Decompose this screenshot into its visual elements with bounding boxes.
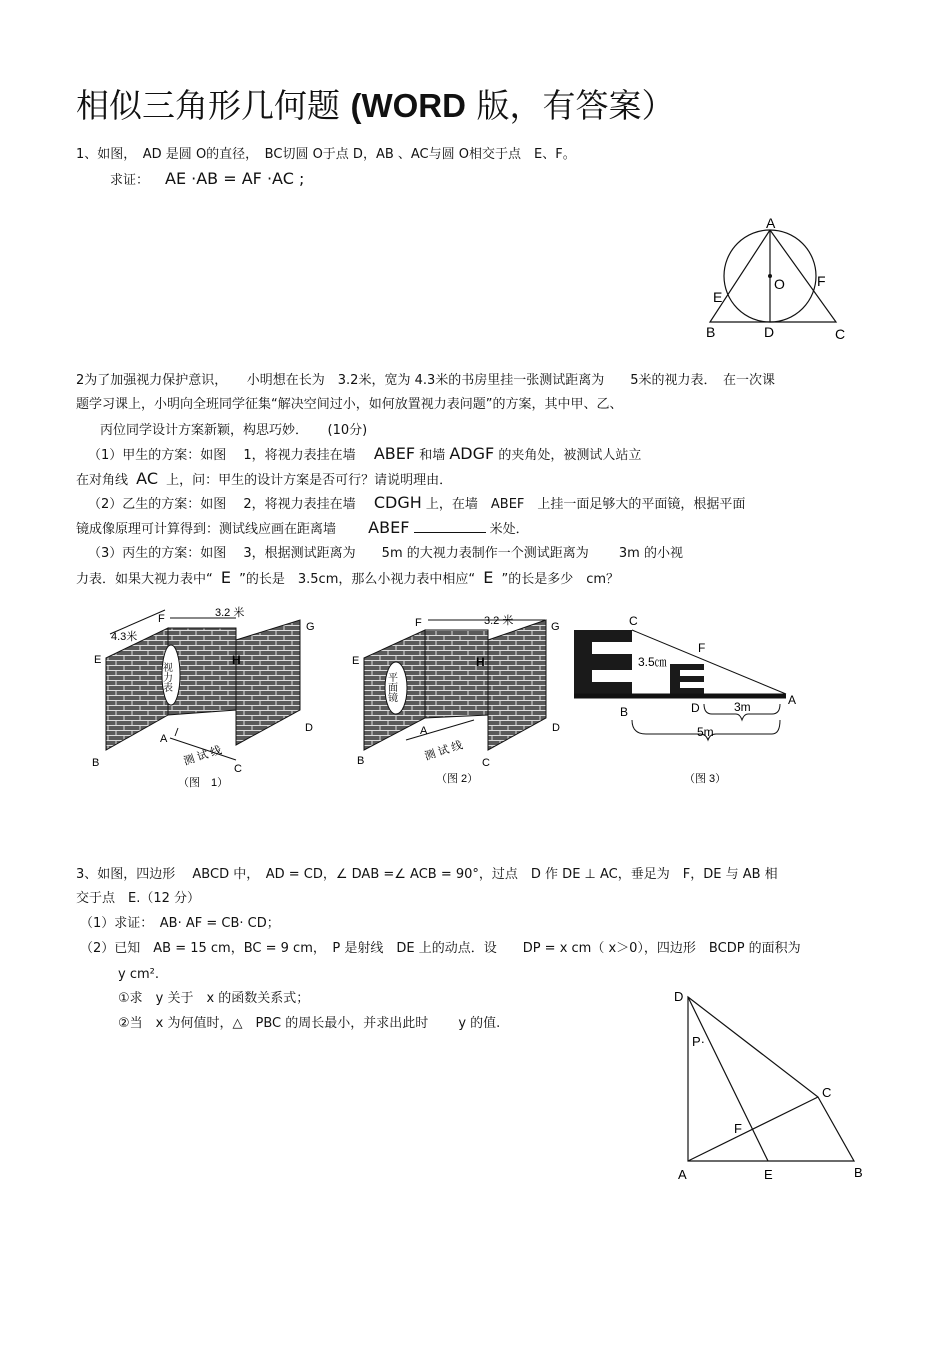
title-text-2: 版，有答案） <box>476 86 675 125</box>
q2-part3-line2 <box>76 569 619 589</box>
fig2-h: H <box>476 655 485 669</box>
fig2-test-label: 测 试 线 <box>423 739 465 763</box>
eye-chart-label: 视力表 <box>160 662 172 692</box>
fig2-c: C <box>482 757 490 769</box>
big-e-block <box>574 630 632 694</box>
q2-figures <box>0 600 950 800</box>
label-c: C <box>835 326 846 342</box>
fig3-c: C <box>629 614 638 628</box>
fig1-b: B <box>92 757 100 769</box>
fig2-b: B <box>357 755 365 767</box>
fig3-3m: 3m <box>734 700 751 714</box>
q2-p1-end: 的夹角处，被测试人站立 <box>498 448 642 463</box>
wall-cdgh <box>236 620 300 745</box>
wall-abef <box>106 628 168 750</box>
fig2-f: F <box>415 617 422 629</box>
label-c: C <box>822 1085 832 1100</box>
q2-p3b-e1: E <box>220 568 231 587</box>
center-point <box>768 274 772 278</box>
q3-figure <box>670 985 880 1185</box>
fig1-h: H <box>232 653 241 667</box>
label-b: B <box>706 324 716 340</box>
fig3-5m: 5m <box>697 725 714 739</box>
label-e: E <box>713 289 723 305</box>
q2-p1-abef: ABEF <box>373 444 416 463</box>
q2-p3b-pre: 力表．如果大视力表中“ <box>76 572 213 587</box>
q3-part2-line1: （2）已知 AB = 15 cm，BC = 9 cm， P 是射线 DE 上的动点．设 DP = x cm（ x＞0），四边形 BCDP 的面积为 <box>80 941 801 956</box>
q2-p1-text: （1）甲生的方案：如图 1，将视力表挂在墙 <box>88 448 356 463</box>
q2-p2a-post: 上，在墙 ABEF 上挂一面足够大的平面镜，根据平面 <box>425 497 746 512</box>
figure-3 <box>574 614 796 785</box>
label-f: F <box>734 1121 742 1136</box>
q1-statement: 1、如图， AD 是圆 O的直径， BC切圆 O于点 D，AB 、AC与圆 O相交于点 E、F。 <box>76 147 576 162</box>
q3-item1: ①求 y 关于 x 的函数关系式； <box>118 991 310 1006</box>
q2-part2-line1 <box>88 494 745 514</box>
title-word: (WORD <box>350 87 466 124</box>
q2-line1: 2为了加强视力保护意识， 小明想在长为 3.2米，宽为 4.3米的书房里挂一张测试距离为 5米的视力表． 在一次课 <box>76 373 776 388</box>
line-de <box>688 997 768 1161</box>
fig2-d: D <box>552 722 560 734</box>
q2-p1-adgf: ADGF <box>449 444 495 463</box>
mirror-label: 平面镜 <box>385 672 397 702</box>
q2-part2-line2 <box>76 519 529 539</box>
q2-p2b-post: 米处． <box>489 522 529 537</box>
fig3-b: B <box>620 705 629 719</box>
fig1-g: G <box>306 621 315 633</box>
q2-p2a-pre: （2）乙生的方案：如图 2，将视力表挂在墙 <box>88 497 356 512</box>
label-f: F <box>817 273 826 289</box>
small-e-gap-1 <box>680 670 704 676</box>
fig3-d: D <box>691 701 700 715</box>
q2-p3b-post: ”的长是多少 cm？ <box>501 572 620 587</box>
q3-line2: 交于点 E.（12 分） <box>76 891 201 906</box>
figure-1 <box>92 605 315 789</box>
q2-line2: 题学习课上，小明向全班同学征集“解决空间过小，如何放置视力表问题”的方案，其中甲、乙、 <box>76 397 623 412</box>
fig3-height: 3.5㎝ <box>638 655 667 669</box>
fig2-g: G <box>551 621 560 633</box>
fig3-f: F <box>698 641 706 655</box>
q2-p1b-pre: 在对角线 <box>76 473 129 488</box>
label-b: B <box>854 1165 863 1180</box>
page-title <box>76 84 674 128</box>
quad-abcd <box>688 997 854 1161</box>
q2-line3: 丙位同学设计方案新颖，构思巧妙． (10分) <box>100 423 368 438</box>
fig1-a: A <box>160 733 168 745</box>
q3-line1: 3、如图，四边形 ABCD 中， AD = CD，∠ DAB =∠ ACB = 90°，过点 D 作 DE ⊥ AC，垂足为 F，DE 与 AB 相 <box>76 867 778 882</box>
label-e: E <box>764 1167 773 1182</box>
label-d: D <box>674 989 684 1004</box>
q1-prove-label: 求证： <box>110 173 150 188</box>
fig1-test-label: 测 试 线 <box>182 744 224 768</box>
q1-circle-figure <box>700 212 860 344</box>
dim-43-label: 4.3米 <box>111 631 138 643</box>
wall-cdgh-2 <box>488 620 546 750</box>
q2-p2b-abef: ABEF <box>368 518 410 537</box>
big-e-gap-2 <box>592 670 632 682</box>
fig2-e: E <box>352 655 360 667</box>
q2-p2a-cdgh: CDGH <box>373 493 422 512</box>
q3-item2: ②当 x 为何值时，△ PBC 的周长最小，并求出此时 y 的值. <box>118 1016 501 1031</box>
dim-32-label: 3.2 米 <box>215 607 245 619</box>
label-p: P· <box>692 1034 705 1049</box>
arrow-a <box>175 728 178 736</box>
fig1-c: C <box>234 763 242 775</box>
q3-part1: （1）求证： AB· AF = CB· CD； <box>80 916 280 931</box>
q1-formula: AE ·AB = AF ·AC ; <box>165 169 305 188</box>
fig2-a: A <box>420 725 428 737</box>
q2-p3b-e2: E <box>483 568 494 587</box>
q2-part1-line2 <box>76 470 452 490</box>
fig1-e: E <box>94 654 102 666</box>
figure-2 <box>352 613 560 785</box>
q2-p1b-post: 上，问：甲生的设计方案是否可行？请说明理由． <box>166 473 453 488</box>
fig3-caption: （图 3） <box>684 773 727 785</box>
small-e-block <box>670 664 704 694</box>
q2-p1b-ac: AC <box>136 469 158 488</box>
fig3-a: A <box>788 693 797 707</box>
fig2-caption: （图 2） <box>436 773 479 785</box>
answer-blank <box>414 520 486 533</box>
big-e-gap-1 <box>592 642 632 654</box>
q2-p2b-pre: 镜成像原理可计算得到：测试线应画在距离墙 <box>76 522 337 537</box>
title-text-1: 相似三角形几何题 <box>76 86 340 125</box>
fig1-f: F <box>158 613 165 625</box>
q2-part3-line1: （3）丙生的方案：如图 3，根据测试距离为 5m 的大视力表制作一个测试距离为 3m 的小视 <box>88 546 683 561</box>
small-e-gap-2 <box>680 682 704 688</box>
label-a: A <box>678 1167 687 1182</box>
label-d: D <box>764 324 775 340</box>
fig1-d: D <box>305 722 313 734</box>
label-a: A <box>766 215 776 231</box>
label-o: O <box>774 276 785 292</box>
q3-part2-line2: y cm². <box>118 967 159 982</box>
fig1-caption: （图 1） <box>178 777 229 789</box>
wall-back-2 <box>425 630 488 718</box>
q2-p1-mid: 和墙 <box>419 448 446 463</box>
q2-part1-line1 <box>88 445 641 465</box>
q2-p3b-mid: ”的长是 3.5cm，那么小视力表中相应“ <box>239 572 476 587</box>
dim-32-label-2: 3.2 米 <box>484 615 514 627</box>
